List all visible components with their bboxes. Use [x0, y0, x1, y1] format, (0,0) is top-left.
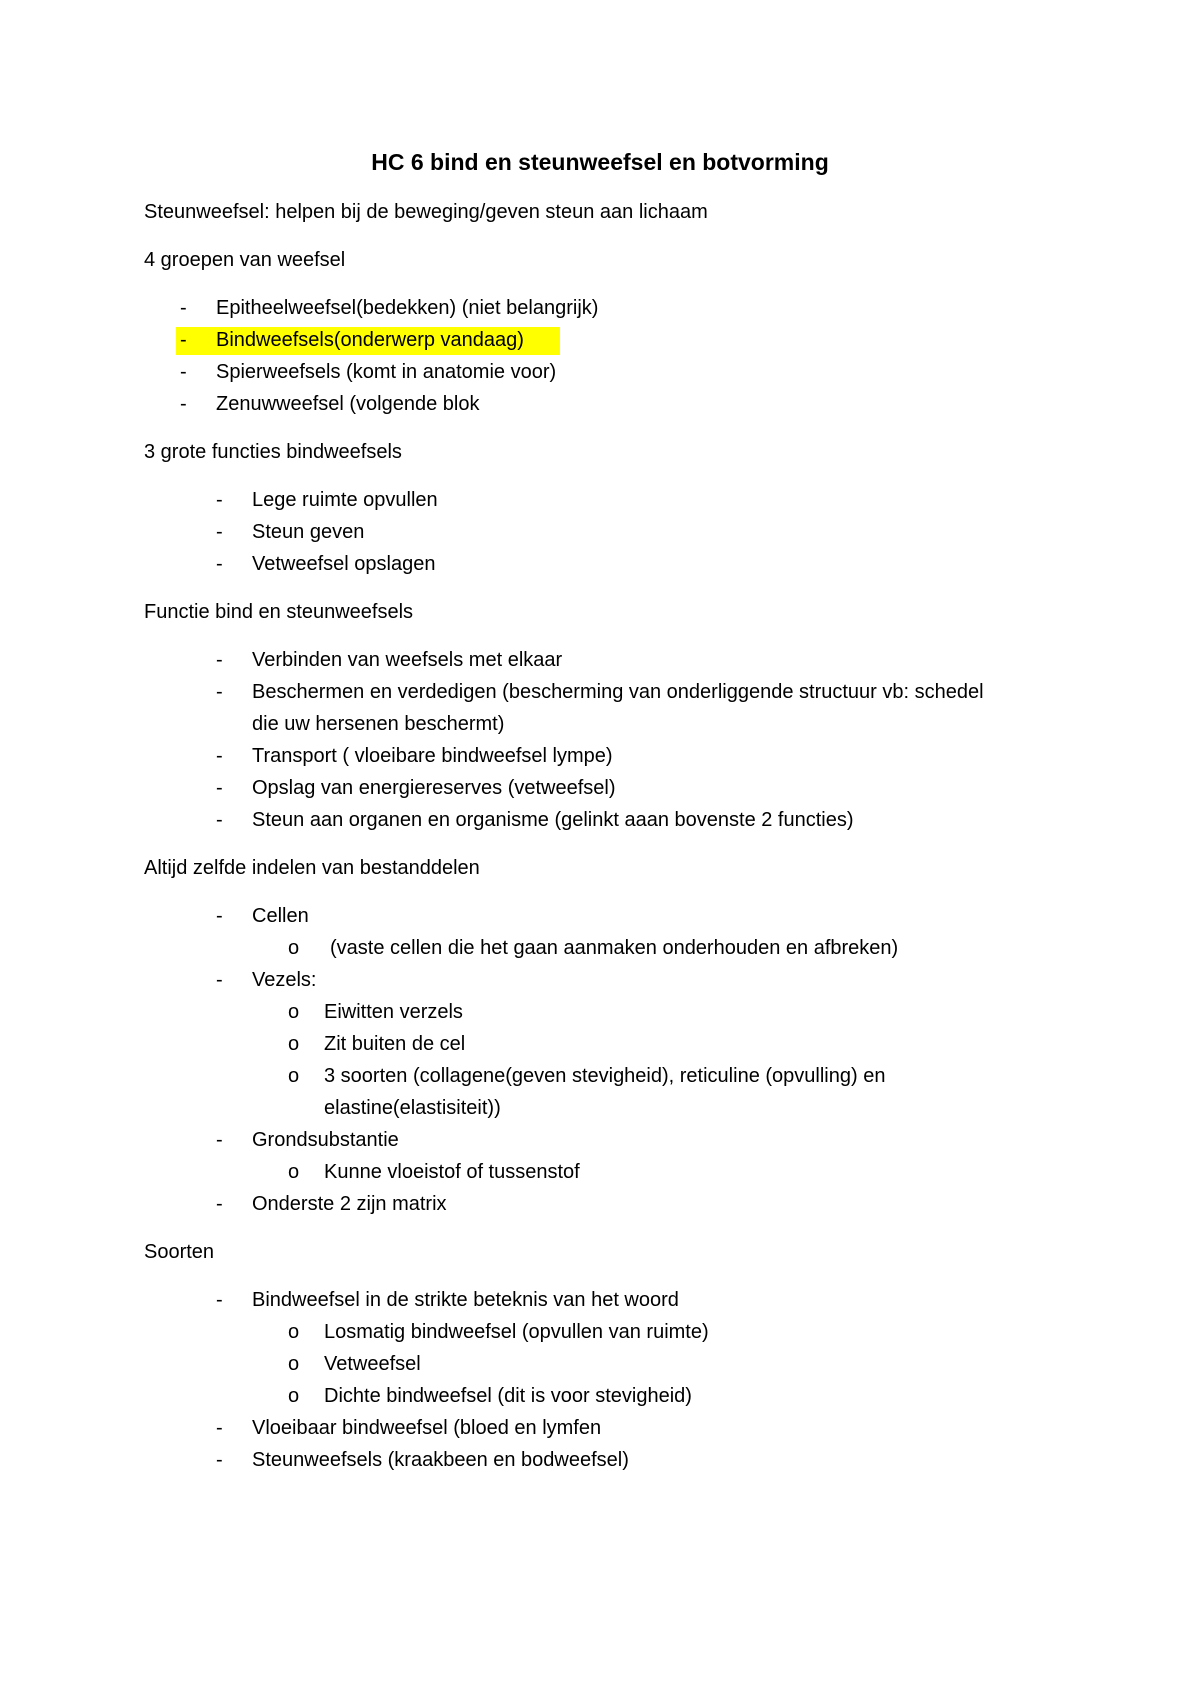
circle-bullet: o	[288, 1161, 300, 1183]
circle-bullet: o	[288, 1001, 300, 1023]
list-item: Opslag van energiereserves (vetweefsel)	[252, 777, 616, 799]
list-item: Vezels:	[252, 969, 317, 991]
list-item: Lege ruimte opvullen	[252, 489, 438, 511]
list-item: Vetweefsel opslagen	[252, 553, 436, 575]
list-item: Grondsubstantie	[252, 1129, 399, 1151]
list-item: Transport ( vloeibare bindweefsel lympe)	[252, 745, 613, 767]
list-item: Epitheelweefsel(bedekken) (niet belangrijk)	[216, 297, 599, 319]
dash-bullet: -	[180, 297, 187, 319]
sub-list-item: 3 soorten (collagene(geven stevigheid), reticuline (opvulling) en	[324, 1065, 886, 1087]
list-item: Verbinden van weefsels met elkaar	[252, 649, 563, 671]
dash-bullet: -	[216, 1129, 223, 1151]
list-item: Cellen	[252, 905, 309, 927]
intro-paragraph: Steunweefsel: helpen bij de beweging/geven steun aan lichaam	[144, 201, 708, 223]
list-item: Beschermen en verdedigen (bescherming van onderliggende structuur vb: schedel	[252, 681, 984, 703]
dash-bullet: -	[216, 905, 223, 927]
dash-bullet: -	[216, 1193, 223, 1215]
sub-list-item: (vaste cellen die het gaan aanmaken onderhouden en afbreken)	[330, 937, 899, 959]
dash-bullet: -	[216, 745, 223, 767]
section-heading-bestanddelen: Altijd zelfde indelen van bestanddelen	[144, 857, 480, 879]
list-item-highlighted: Bindweefsels(onderwerp vandaag)	[216, 329, 524, 351]
list-item: Spierweefsels (komt in anatomie voor)	[216, 361, 557, 383]
sub-list-item: Losmatig bindweefsel (opvullen van ruimte)	[324, 1321, 709, 1343]
dash-bullet: -	[216, 553, 223, 575]
list-item: Zenuwweefsel (volgende blok	[216, 393, 480, 415]
circle-bullet: o	[288, 1385, 300, 1407]
list-item: Bindweefsel in de strikte beteknis van het woord	[252, 1289, 679, 1311]
list-item: Onderste 2 zijn matrix	[252, 1193, 447, 1215]
circle-bullet: o	[288, 1353, 300, 1375]
document-title: HC 6 bind en steunweefsel en botvorming	[371, 149, 829, 175]
dash-bullet: -	[216, 969, 223, 991]
dash-bullet: -	[216, 649, 223, 671]
circle-bullet: o	[288, 937, 300, 959]
dash-bullet: -	[180, 329, 187, 351]
dash-bullet: -	[216, 1289, 223, 1311]
dash-bullet: -	[216, 1417, 223, 1439]
dash-bullet: -	[216, 489, 223, 511]
circle-bullet: o	[288, 1321, 300, 1343]
list-item: Steun aan organen en organisme (gelinkt aaan bovenste 2 functies)	[252, 809, 854, 831]
list-item-continuation: die uw hersenen beschermt)	[252, 713, 505, 735]
list-item: Steunweefsels (kraakbeen en bodweefsel)	[252, 1449, 629, 1471]
sub-list-item: Eiwitten verzels	[324, 1001, 463, 1023]
sub-list-item: Vetweefsel	[324, 1353, 421, 1375]
section-heading-soorten: Soorten	[144, 1241, 215, 1263]
section-heading-groepen: 4 groepen van weefsel	[144, 249, 346, 271]
dash-bullet: -	[216, 1449, 223, 1471]
dash-bullet: -	[216, 521, 223, 543]
dash-bullet: -	[216, 681, 223, 703]
section-heading-functie-bind: Functie bind en steunweefsels	[144, 601, 414, 623]
sub-list-item: Zit buiten de cel	[324, 1033, 466, 1055]
section-heading-functies: 3 grote functies bindweefsels	[144, 441, 402, 463]
dash-bullet: -	[216, 777, 223, 799]
sub-list-item: Kunne vloeistof of tussenstof	[324, 1161, 580, 1183]
circle-bullet: o	[288, 1065, 300, 1087]
sub-list-item-continuation: elastine(elastisiteit))	[324, 1097, 501, 1119]
list-item: Steun geven	[252, 521, 365, 543]
dash-bullet: -	[180, 393, 187, 415]
circle-bullet: o	[288, 1033, 300, 1055]
dash-bullet: -	[216, 809, 223, 831]
sub-list-item: Dichte bindweefsel (dit is voor stevigheid)	[324, 1385, 692, 1407]
list-item: Vloeibaar bindweefsel (bloed en lymfen	[252, 1417, 602, 1439]
dash-bullet: -	[180, 361, 187, 383]
